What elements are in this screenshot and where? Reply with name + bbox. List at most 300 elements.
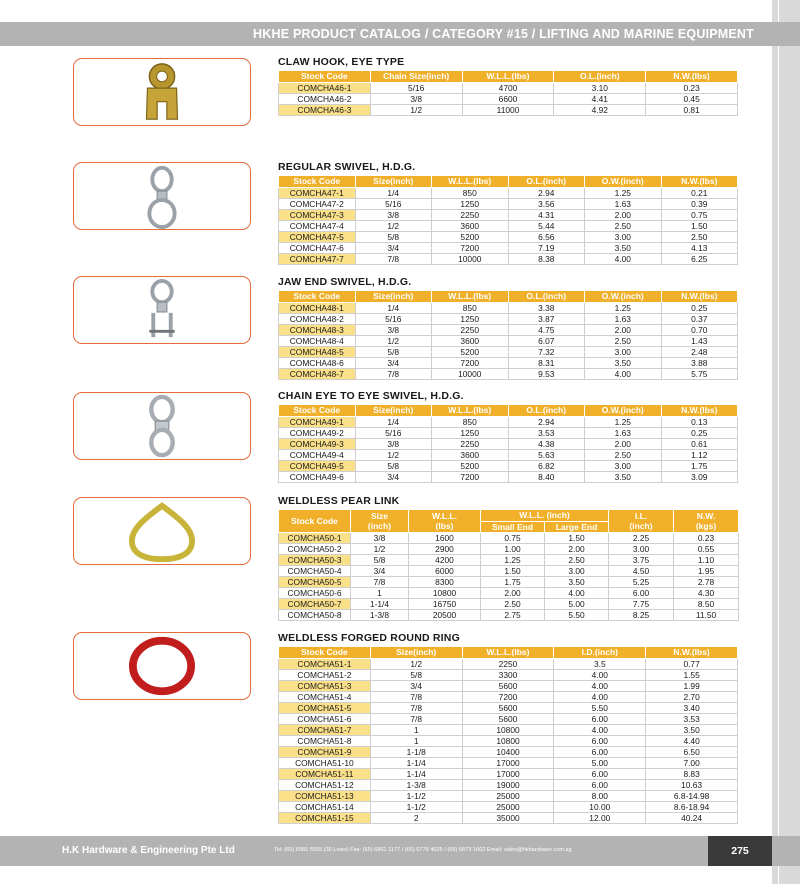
table-header-row: [279, 510, 739, 522]
table-cell: 1-1/4: [370, 757, 462, 768]
table-row: [279, 302, 738, 313]
table-cell: 7/8: [370, 691, 462, 702]
table-cell: 4.00: [554, 669, 646, 680]
column-header: Size (inch): [351, 510, 409, 533]
table-cell: 4.75: [508, 324, 585, 335]
catalog-header-band: [0, 22, 800, 46]
contact-info: Tel: (65) 6565 5555 (30 Lines) Fax: (65) 6861 1177 / (65) 6778 4025 / (65) 6873 1602 Email: sales@hkhardware.com.sg: [274, 847, 572, 853]
table-cell: 1/2: [355, 449, 432, 460]
table-cell: 0.81: [646, 104, 738, 115]
stock-code-cell: COMCHA51-5: [279, 702, 371, 713]
table-cell: 2250: [432, 209, 509, 220]
table-row: [279, 790, 738, 801]
table-cell: 6.8-14.98: [646, 790, 738, 801]
table-cell: 7.19: [508, 242, 585, 253]
table-cell: 5/16: [370, 82, 462, 93]
table-cell: 4.00: [554, 691, 646, 702]
table-cell: 5.00: [545, 599, 609, 610]
table-cell: 2.00: [481, 588, 545, 599]
catalog-header-title: HKHE PRODUCT CATALOG / CATEGORY #15 / LIFTING AND MARINE EQUIPMENT: [253, 27, 754, 41]
table-row: [279, 460, 738, 471]
table-row: [279, 577, 739, 588]
section-eye-to-eye-swivel: [278, 390, 738, 483]
table-cell: 25000: [462, 801, 554, 812]
table-cell: 2: [370, 812, 462, 823]
table-cell: 5/8: [351, 555, 409, 566]
table-cell: 1.00: [481, 544, 545, 555]
column-header: W.L.L.(lbs): [432, 176, 509, 188]
table-cell: 3/8: [351, 533, 409, 544]
table-cell: 11000: [462, 104, 554, 115]
section-claw-hook: [278, 56, 738, 116]
column-header: N.W.(lbs): [661, 291, 738, 303]
table-cell: 1/4: [355, 302, 432, 313]
table-row: [279, 669, 738, 680]
table-cell: 7/8: [370, 713, 462, 724]
stock-code-cell: COMCHA50-3: [279, 555, 351, 566]
table-cell: 3.88: [661, 357, 738, 368]
table-cell: 6.00: [554, 779, 646, 790]
stock-code-cell: COMCHA48-3: [279, 324, 356, 335]
column-header: Stock Code: [279, 405, 356, 417]
table-cell: 2.00: [585, 438, 662, 449]
table-row: [279, 335, 738, 346]
table-cell: 1-1/2: [370, 790, 462, 801]
table-cell: 0.13: [661, 416, 738, 427]
table-row: [279, 555, 739, 566]
table-cell: 7200: [432, 471, 509, 482]
table-cell: 1: [351, 588, 409, 599]
table-cell: 3.40: [646, 702, 738, 713]
table-cell: 3/4: [370, 680, 462, 691]
column-header: O.W.(inch): [585, 291, 662, 303]
table-cell: 3.09: [661, 471, 738, 482]
table-cell: 3.00: [585, 231, 662, 242]
column-header: O.W.(inch): [585, 405, 662, 417]
stock-code-cell: COMCHA51-4: [279, 691, 371, 702]
table-cell: 7200: [432, 242, 509, 253]
stock-code-cell: COMCHA48-6: [279, 357, 356, 368]
table-header-row: [279, 647, 738, 659]
table-row: [279, 610, 739, 621]
table-row: [279, 427, 738, 438]
table-cell: 3/4: [355, 242, 432, 253]
table-cell: 4.31: [508, 209, 585, 220]
table-cell: 8.50: [674, 599, 739, 610]
stock-code-cell: COMCHA51-14: [279, 801, 371, 812]
table-cell: 1.25: [585, 187, 662, 198]
table-row: [279, 313, 738, 324]
table-cell: 10800: [462, 735, 554, 746]
table-cell: 5600: [462, 680, 554, 691]
page-footer: [0, 836, 800, 866]
table-cell: 2.94: [508, 187, 585, 198]
table-cell: 9.53: [508, 368, 585, 379]
stock-code-cell: COMCHA51-10: [279, 757, 371, 768]
table-cell: 6000: [409, 566, 481, 577]
section-pear-link: [278, 495, 738, 621]
table-cell: 8.38: [508, 253, 585, 264]
pear-link-icon: [73, 497, 251, 565]
column-header: W.L.L.(lbs): [432, 405, 509, 417]
table-cell: 6.00: [554, 735, 646, 746]
table-row: [279, 198, 738, 209]
table-row: [279, 209, 738, 220]
table-cell: 5/8: [355, 460, 432, 471]
eye-to-eye-swivel-icon: [73, 392, 251, 460]
table-cell: 11.50: [674, 610, 739, 621]
table-cell: 4.50: [609, 566, 674, 577]
stock-code-cell: COMCHA49-3: [279, 438, 356, 449]
table-cell: 1.25: [585, 416, 662, 427]
stock-code-cell: COMCHA49-2: [279, 427, 356, 438]
stock-code-cell: COMCHA50-4: [279, 566, 351, 577]
table-cell: 0.70: [661, 324, 738, 335]
stock-code-cell: COMCHA48-5: [279, 346, 356, 357]
table-cell: 8.00: [554, 790, 646, 801]
table-cell: 1250: [432, 313, 509, 324]
table-cell: 1.63: [585, 313, 662, 324]
table-cell: 850: [432, 302, 509, 313]
stock-code-cell: COMCHA48-4: [279, 335, 356, 346]
table-cell: 1.12: [661, 449, 738, 460]
stock-code-cell: COMCHA50-6: [279, 588, 351, 599]
table-cell: 1.25: [481, 555, 545, 566]
table-cell: 6600: [462, 93, 554, 104]
section-regular-swivel: [278, 161, 738, 265]
table-cell: 7/8: [355, 253, 432, 264]
stock-code-cell: COMCHA49-6: [279, 471, 356, 482]
table-cell: 1.63: [585, 198, 662, 209]
section-title: CLAW HOOK, EYE TYPE: [278, 56, 405, 68]
table-cell: 2900: [409, 544, 481, 555]
table-row: [279, 702, 738, 713]
table-cell: 3.53: [646, 713, 738, 724]
table-cell: 0.25: [661, 302, 738, 313]
table-cell: 2.48: [661, 346, 738, 357]
column-header: W.L.L.(lbs): [462, 71, 554, 83]
page-number: 275: [708, 836, 772, 866]
table-cell: 1-1/8: [370, 746, 462, 757]
table-row: [279, 93, 738, 104]
table-cell: 1/2: [351, 544, 409, 555]
table-cell: 3/4: [355, 357, 432, 368]
table-cell: 0.23: [674, 533, 739, 544]
stock-code-cell: COMCHA48-1: [279, 302, 356, 313]
stock-code-cell: COMCHA47-3: [279, 209, 356, 220]
table-cell: 1.43: [661, 335, 738, 346]
column-header: Size(inch): [370, 647, 462, 659]
table-cell: 3.53: [508, 427, 585, 438]
table-cell: 5600: [462, 702, 554, 713]
table-cell: 1-1/4: [351, 599, 409, 610]
table-cell: 5200: [432, 231, 509, 242]
table-cell: 1.75: [661, 460, 738, 471]
table-row: [279, 449, 738, 460]
stock-code-cell: COMCHA47-2: [279, 198, 356, 209]
table-cell: 5/16: [355, 198, 432, 209]
table-cell: 2.50: [585, 335, 662, 346]
column-header: N.W.(lbs): [646, 647, 738, 659]
section-jaw-end-swivel: [278, 276, 738, 380]
table-cell: 4.40: [646, 735, 738, 746]
table-cell: 2.00: [545, 544, 609, 555]
table-cell: 3/8: [355, 438, 432, 449]
table-cell: 2250: [432, 324, 509, 335]
table-cell: 1.75: [481, 577, 545, 588]
column-header: Stock Code: [279, 71, 371, 83]
column-header: N.W. (kgs): [674, 510, 739, 533]
table-cell: 1600: [409, 533, 481, 544]
table-cell: 10.00: [554, 801, 646, 812]
table-cell: 2.75: [481, 610, 545, 621]
table-cell: 1.63: [585, 427, 662, 438]
stock-code-cell: COMCHA47-6: [279, 242, 356, 253]
table-cell: 7.00: [646, 757, 738, 768]
table-cell: 4700: [462, 82, 554, 93]
section-round-ring: [278, 632, 738, 824]
table-cell: 2250: [462, 658, 554, 669]
stock-code-cell: COMCHA51-6: [279, 713, 371, 724]
table-cell: 6.25: [661, 253, 738, 264]
table-cell: 20500: [409, 610, 481, 621]
stock-code-cell: COMCHA51-8: [279, 735, 371, 746]
column-header: O.L.(inch): [554, 71, 646, 83]
table-cell: 5.50: [545, 610, 609, 621]
column-header: Stock Code: [279, 176, 356, 188]
table-row: [279, 471, 738, 482]
table-cell: 5/8: [355, 231, 432, 242]
table-row: [279, 357, 738, 368]
table-cell: 1.99: [646, 680, 738, 691]
table-cell: 4.13: [661, 242, 738, 253]
table-cell: 1.50: [545, 533, 609, 544]
table-cell: 0.77: [646, 658, 738, 669]
stock-code-cell: COMCHA47-5: [279, 231, 356, 242]
table-row: [279, 680, 738, 691]
table-cell: 8.25: [609, 610, 674, 621]
table-header-row: [279, 291, 738, 303]
table-cell: 1-1/2: [370, 801, 462, 812]
column-header: Stock Code: [279, 647, 371, 659]
table-cell: 2250: [432, 438, 509, 449]
table-cell: 6.00: [554, 746, 646, 757]
table-cell: 0.55: [674, 544, 739, 555]
section-title: JAW END SWIVEL, H.D.G.: [278, 276, 412, 288]
table-row: [279, 779, 738, 790]
table-cell: 3600: [432, 335, 509, 346]
table-cell: 0.45: [646, 93, 738, 104]
table-cell: 5.44: [508, 220, 585, 231]
table-cell: 8.6-18.94: [646, 801, 738, 812]
table-cell: 10800: [409, 588, 481, 599]
stock-code-cell: COMCHA47-7: [279, 253, 356, 264]
column-header: Size(inch): [355, 176, 432, 188]
page-edge-strip: [772, 0, 800, 884]
table-cell: 7200: [462, 691, 554, 702]
stock-code-cell: COMCHA46-2: [279, 93, 371, 104]
table-cell: 0.25: [661, 427, 738, 438]
section-title: WELDLESS PEAR LINK: [278, 495, 400, 507]
table-row: [279, 658, 738, 669]
table-cell: 1/2: [370, 104, 462, 115]
column-header: O.L.(inch): [508, 291, 585, 303]
table-cell: 7.75: [609, 599, 674, 610]
column-header: Stock Code: [279, 291, 356, 303]
column-header: W.L.L.(lbs): [462, 647, 554, 659]
table-cell: 4.00: [545, 588, 609, 599]
table-row: [279, 368, 738, 379]
spec-table: [278, 290, 738, 380]
table-cell: 2.50: [585, 220, 662, 231]
table-cell: 850: [432, 416, 509, 427]
table-cell: 10.63: [646, 779, 738, 790]
table-cell: 6.00: [609, 588, 674, 599]
jaw-end-swivel-icon: [73, 276, 251, 344]
table-cell: 3.50: [545, 577, 609, 588]
table-cell: 5.75: [661, 368, 738, 379]
table-cell: 3.50: [646, 724, 738, 735]
stock-code-cell: COMCHA49-4: [279, 449, 356, 460]
table-cell: 1-3/8: [351, 610, 409, 621]
column-header: N.W.(lbs): [661, 405, 738, 417]
table-row: [279, 599, 739, 610]
table-cell: 1: [370, 724, 462, 735]
table-cell: 0.37: [661, 313, 738, 324]
table-cell: 4.00: [585, 253, 662, 264]
table-header-row: [279, 71, 738, 83]
table-cell: 7.32: [508, 346, 585, 357]
section-title: WELDLESS FORGED ROUND RING: [278, 632, 460, 644]
company-name: H.K Hardware & Engineering Pte Ltd: [62, 845, 235, 856]
spec-table: [278, 175, 738, 265]
stock-code-cell: COMCHA50-2: [279, 544, 351, 555]
table-row: [279, 324, 738, 335]
table-cell: 5.25: [609, 577, 674, 588]
table-cell: 0.21: [661, 187, 738, 198]
table-cell: 5/8: [370, 669, 462, 680]
table-cell: 3.10: [554, 82, 646, 93]
stock-code-cell: COMCHA51-15: [279, 812, 371, 823]
table-row: [279, 533, 739, 544]
table-cell: 4.38: [508, 438, 585, 449]
table-cell: 5/16: [355, 427, 432, 438]
table-row: [279, 438, 738, 449]
table-row: [279, 757, 738, 768]
table-cell: 1/2: [355, 220, 432, 231]
table-cell: 4.00: [554, 680, 646, 691]
table-row: [279, 253, 738, 264]
stock-code-cell: COMCHA51-13: [279, 790, 371, 801]
table-cell: 3.38: [508, 302, 585, 313]
column-header: Size(inch): [355, 291, 432, 303]
table-row: [279, 416, 738, 427]
table-cell: 1-1/4: [370, 768, 462, 779]
table-cell: 1.10: [674, 555, 739, 566]
table-cell: 4.00: [554, 724, 646, 735]
table-row: [279, 801, 738, 812]
table-cell: 25000: [462, 790, 554, 801]
table-cell: 7/8: [351, 577, 409, 588]
column-header: Size(inch): [355, 405, 432, 417]
table-cell: 6.56: [508, 231, 585, 242]
table-cell: 35000: [462, 812, 554, 823]
stock-code-cell: COMCHA48-7: [279, 368, 356, 379]
stock-code-cell: COMCHA50-8: [279, 610, 351, 621]
table-cell: 1/2: [370, 658, 462, 669]
table-cell: 1.25: [585, 302, 662, 313]
section-title: CHAIN EYE TO EYE SWIVEL, H.D.G.: [278, 390, 464, 402]
stock-code-cell: COMCHA46-1: [279, 82, 371, 93]
column-header: I.L. (inch): [609, 510, 674, 533]
table-cell: 4200: [409, 555, 481, 566]
table-cell: 1.50: [481, 566, 545, 577]
stock-code-cell: COMCHA47-4: [279, 220, 356, 231]
table-cell: 3/4: [355, 471, 432, 482]
table-cell: 7200: [432, 357, 509, 368]
table-cell: 1250: [432, 427, 509, 438]
table-cell: 3/8: [370, 93, 462, 104]
stock-code-cell: COMCHA51-1: [279, 658, 371, 669]
table-header-row: [279, 405, 738, 417]
table-cell: 0.75: [661, 209, 738, 220]
table-cell: 19000: [462, 779, 554, 790]
table-cell: 5200: [432, 346, 509, 357]
table-row: [279, 220, 738, 231]
column-subheader: Large End: [545, 521, 609, 533]
table-cell: 2.70: [646, 691, 738, 702]
table-cell: 5/8: [355, 346, 432, 357]
table-cell: 2.00: [585, 324, 662, 335]
stock-code-cell: COMCHA50-5: [279, 577, 351, 588]
table-cell: 2.00: [585, 209, 662, 220]
table-cell: 4.41: [554, 93, 646, 104]
column-header: N.W.(lbs): [646, 71, 738, 83]
table-cell: 3.50: [585, 242, 662, 253]
stock-code-cell: COMCHA48-2: [279, 313, 356, 324]
table-cell: 3.5: [554, 658, 646, 669]
table-row: [279, 812, 738, 823]
table-cell: 8.83: [646, 768, 738, 779]
table-cell: 5600: [462, 713, 554, 724]
table-row: [279, 768, 738, 779]
table-cell: 5/16: [355, 313, 432, 324]
table-cell: 2.78: [674, 577, 739, 588]
column-header: O.L.(inch): [508, 176, 585, 188]
table-header-row: [279, 176, 738, 188]
table-cell: 6.00: [554, 713, 646, 724]
table-cell: 6.07: [508, 335, 585, 346]
column-subheader: Small End: [481, 521, 545, 533]
column-header: W.L.L. (lbs): [409, 510, 481, 533]
table-cell: 3.00: [585, 460, 662, 471]
stock-code-cell: COMCHA51-2: [279, 669, 371, 680]
table-cell: 1250: [432, 198, 509, 209]
table-cell: 3.50: [585, 357, 662, 368]
table-cell: 850: [432, 187, 509, 198]
table-cell: 6.82: [508, 460, 585, 471]
table-cell: 2.50: [585, 449, 662, 460]
table-cell: 12.00: [554, 812, 646, 823]
column-header: O.L.(inch): [508, 405, 585, 417]
table-row: [279, 82, 738, 93]
table-cell: 4.92: [554, 104, 646, 115]
table-cell: 40.24: [646, 812, 738, 823]
column-header: W.L.L. (inch): [481, 510, 609, 522]
table-cell: 4.30: [674, 588, 739, 599]
table-cell: 8.31: [508, 357, 585, 368]
round-ring-icon: [73, 632, 251, 700]
